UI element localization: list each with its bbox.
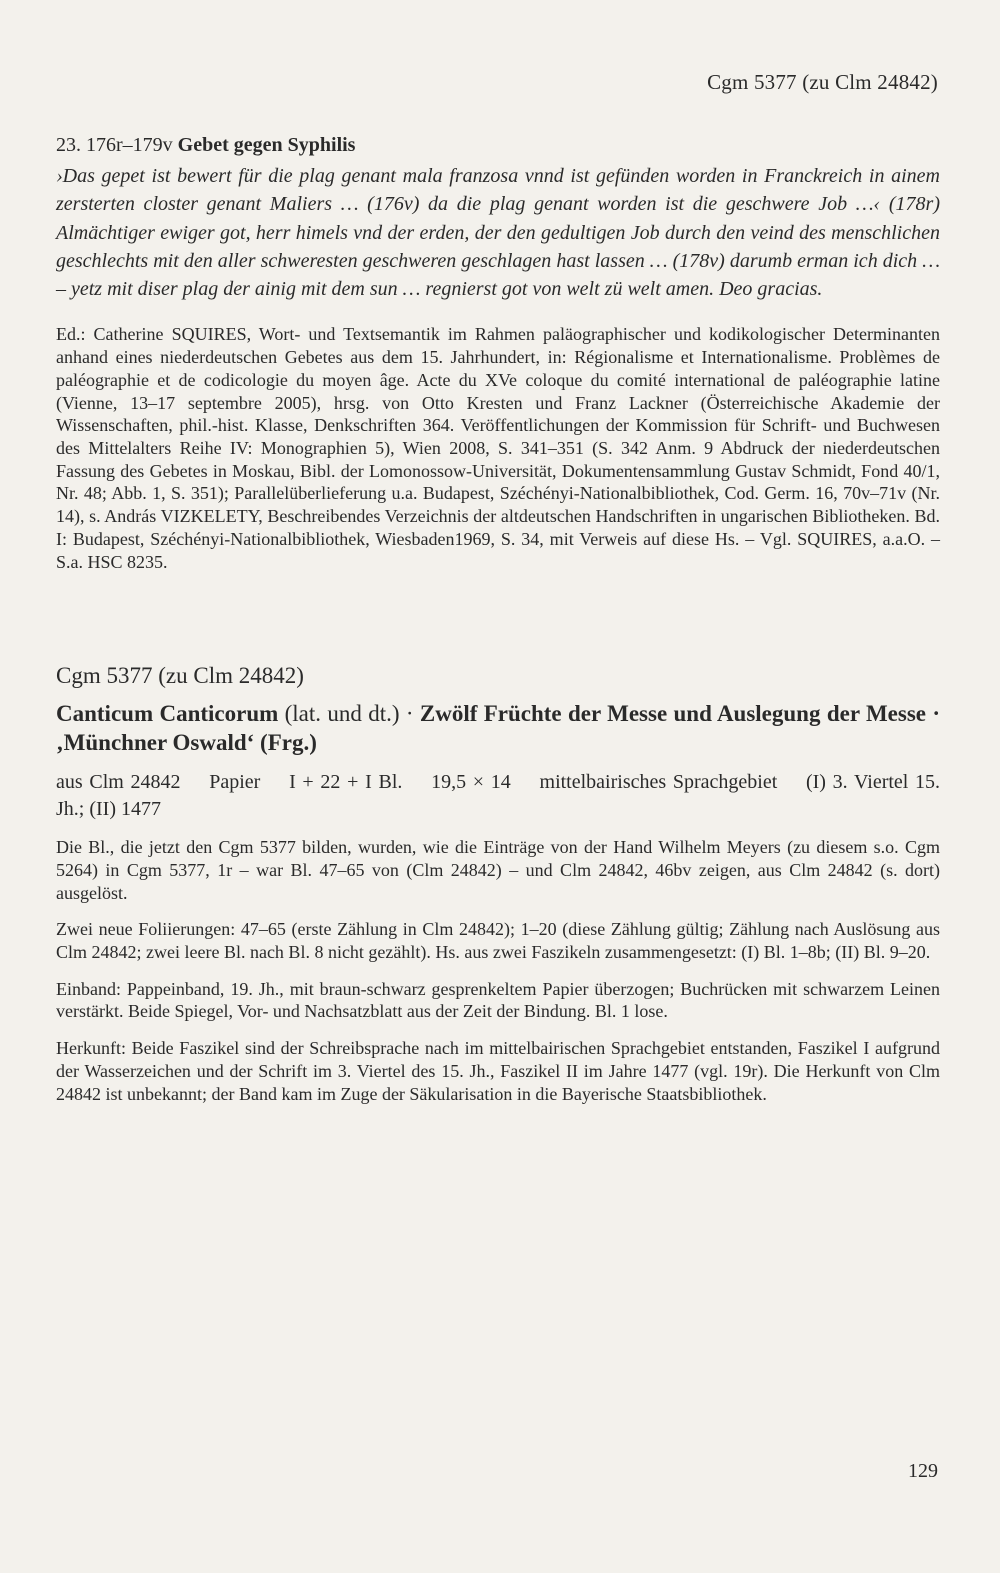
entry-23-heading [56,132,940,158]
summary-origin: aus Clm 24842 [56,771,181,794]
summary-size: 19,5 × 14 [431,771,511,794]
summary-leaves: I + 22 + I Bl. [289,771,403,794]
binding-paragraph: Einband: Pappeinband, 19. Jh., mit braun-schwarz gesprenkeltem Papier überzogen; Buchrücken mit schwarzem Leinen verstärkt. Beide Spiegel, Vor- und Nachsatzblatt aus der Zeit der Bindung. Bl. 1 lose. [56,978,940,1022]
summary-material: Papier [209,771,261,794]
entry-title: Gebet gegen Syphilis [177,134,356,156]
contents-title-2: Zwölf Früchte der Messe und Auslegung der Messe · ‚Münchner Oswald‘ (Frg.) [56,701,941,756]
summary-region: mittelbairisches Sprachgebiet [539,771,778,794]
provenance-paragraph: Herkunft: Beide Faszikel sind der Schreibsprache nach im mittelbairischen Sprachgebiet entstanden, Faszikel I aufgrund der Wasserzeichen und der Schrift im 3. Viertel des 15. Jh., Faszikel II im Jahre 1477 (vgl. 19r). Die Herkunft von Clm 24842 ist unbekannt; der Band kam im Zuge der Säkularisation in die Bayerische Staatsbibliothek. [56,1038,940,1104]
entry-number: 23. 176r–179v [56,134,173,156]
edition-note: Ed.: Catherine SQUIRES, Wort- und Textsemantik im Rahmen paläographischer und kodikologischer Determinanten anhand eines niederdeutschen Gebetes aus dem 15. Jahrhundert, in: Régionalisme et Internationalisme. Problèmes de paléographie et de codicologie du moyen âge. Acte du XVe coloque du comité international de paléographie latine (Vienne, 13–17 septembre 2005), hrsg. von Otto Kresten und Franz Lackner (Österreichische Akademie der Wissenschaften, phil.-hist. Klasse, Denkschriften 364. Veröffentlichungen der Kommission für Schrift- und Buchwesen des Mittelalters Reihe IV: Monographien 5), Wien 2008, S. 341–351 (S. 342 Anm. 9 Abdruck der niederdeutschen Fassung des Gebetes in Moskau, Bibl. der Lomonossow-Universität, Dokumentensammlung Gustav Schmidt, Fond 40/1, Nr. 48; Abb. 1, S. 351); Parallelüberlieferung u.a. Budapest, Széchényi-Nationalbibliothek, Cod. Germ. 16, 70v–71v (Nr. 14), s. András VIZKELETY, Beschreibendes Verzeichnis der altdeutschen Handschriften in ungarischen Bibliotheken. Bd. I: Budapest, Széchényi-Nationalbibliothek, Wiesbaden1969, S. 34, mit Verweis auf diese Hs. – Vgl. SQUIRES, a.a.O. – S.a. HSC 8235. [56,324,940,572]
foliation-paragraph: Zwei neue Foliierungen: 47–65 (erste Zählung in Clm 24842); 1–20 (diese Zählung gültig; Zählung nach Auslösung aus Clm 24842; zwei leere Bl. nach Bl. 8 nicht gezählt). Hs. aus zwei Faszikeln zusammengesetzt: (I) Bl. 1–8b; (II) Bl. 9–20. [56,919,940,963]
entry-incipit: ›Das gepet ist bewert für die plag genant mala franzosa vnnd ist gefünden worden in Franckreich in ainem zersterten closter genant Maliers … (176v) da die plag genant worden ist die geschwere Job …‹ (178r) Almächtiger ewiger got, herr himels vnd der erden, der den gedultigen Job durch den veind des menschlichen geschlechts mit den aller schweresten geschweren geschlagen hast lassen … (178v) darumb erman ich dich … – yetz mit diser plag der ainig mit dem sun … regnierst got von welt zü welt amen. Deo gracias. [56,165,940,301]
manuscript-shelfmark: Cgm 5377 (zu Clm 24842) [56,663,304,689]
contents-language: (lat. und dt.) · [278,701,420,727]
contents-title-1: Canticum Canticorum [56,701,279,727]
summary-date: (I) 3. Viertel 15. Jh.; (II) 1477 [56,771,941,820]
manuscript-contents [56,699,940,757]
manuscript-summary [56,769,940,822]
description-paragraph: Die Bl., die jetzt den Cgm 5377 bilden, wurden, wie die Einträge von der Hand Wilhelm Meyers (zu diesem s.o. Cgm 5264) in Cgm 5377, 1r – war Bl. 47–65 von (Clm 24842) – und Clm 24842, 46bv zeigen, aus Clm 24842 (s. dort) ausgelöst. [56,837,940,903]
page-body [56,132,940,1105]
running-head: Cgm 5377 (zu Clm 24842) [707,70,938,94]
page-number: 129 [908,1460,938,1482]
